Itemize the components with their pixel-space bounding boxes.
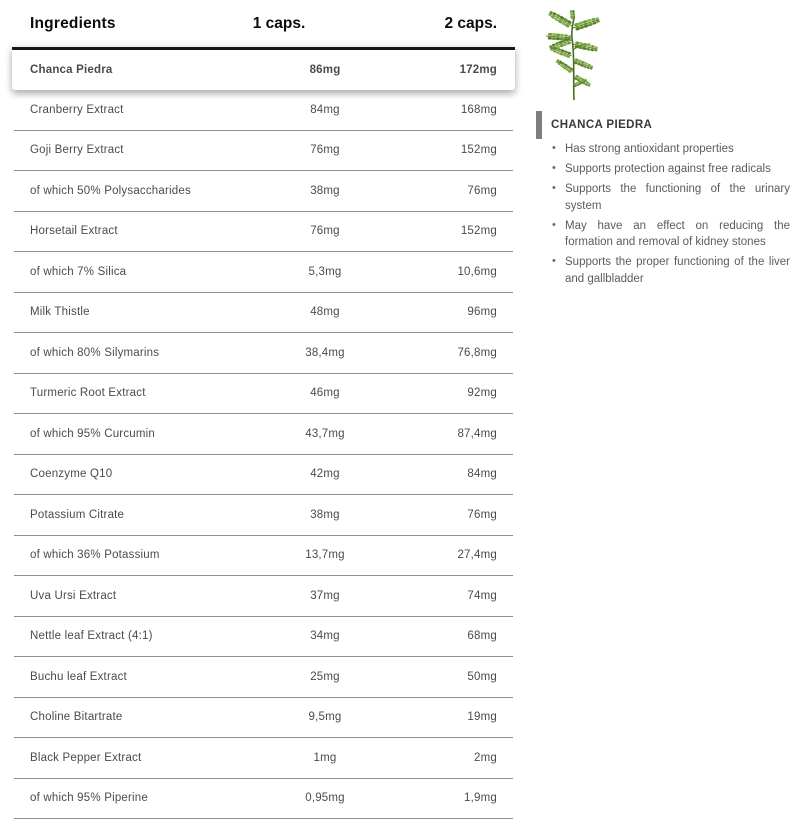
table-row [14, 617, 513, 658]
benefit-text: Has strong antioxidant properties [565, 143, 734, 155]
sidebar-heading: CHANCA PIEDRA [551, 119, 653, 131]
ingredient-name: Coenzyme Q10 [30, 468, 113, 481]
table-row [14, 252, 513, 293]
ingredient-name: Horsetail Extract [30, 225, 118, 238]
benefit-item [551, 141, 790, 158]
value-1caps: 38,4mg [305, 346, 345, 359]
ingredient-name: Choline Bitartrate [30, 711, 123, 724]
table-row [14, 212, 513, 253]
bullet-icon: • [552, 142, 556, 154]
value-2caps: 152mg [460, 225, 497, 238]
value-2caps: 74mg [467, 589, 497, 602]
table-rows [14, 90, 513, 819]
benefit-item [551, 161, 790, 178]
heading-accent-bar [536, 111, 542, 139]
value-1caps: 84mg [310, 103, 340, 116]
value-2caps: 92mg [467, 387, 497, 400]
ingredient-name: Black Pepper Extract [30, 751, 142, 764]
value-1caps: 1mg [313, 751, 337, 764]
value-1caps: 43,7mg [305, 427, 345, 440]
ingredient-name: Turmeric Root Extract [30, 387, 146, 400]
ingredient-name: Cranberry Extract [30, 103, 124, 116]
ingredient-name: Buchu leaf Extract [30, 670, 127, 683]
ingredient-name: Uva Ursi Extract [30, 589, 117, 602]
value-2caps: 76mg [467, 184, 497, 197]
value-1caps: 34mg [310, 630, 340, 643]
benefits-list [551, 141, 790, 291]
table-row [14, 536, 513, 577]
table-row [14, 414, 513, 455]
value-1caps: 25mg [310, 670, 340, 683]
chanca-piedra-plant-icon [540, 10, 610, 102]
value-2caps: 87,4mg [457, 427, 497, 440]
ingredient-name: of which 36% Potassium [30, 549, 160, 562]
table-row [14, 455, 513, 496]
value-1caps: 9,5mg [308, 711, 342, 724]
table-row [14, 495, 513, 536]
table-row [14, 374, 513, 415]
benefit-text: Supports the functioning of the urinary system [565, 183, 790, 212]
table-row [14, 171, 513, 212]
highlighted-row-chanca-piedra [12, 47, 515, 90]
ingredient-name: Chanca Piedra [30, 64, 113, 76]
ingredient-name: Nettle leaf Extract (4:1) [30, 630, 153, 643]
value-2caps: 84mg [467, 468, 497, 481]
value-1caps: 5,3mg [308, 265, 342, 278]
table-row [14, 576, 513, 617]
benefit-item [551, 218, 790, 251]
table-row [14, 90, 513, 131]
ingredient-name: of which 95% Piperine [30, 792, 148, 805]
table-row [14, 131, 513, 172]
value-1caps: 46mg [310, 387, 340, 400]
value-1caps: 76mg [310, 144, 340, 157]
ingredient-name: Goji Berry Extract [30, 144, 124, 157]
table-row [14, 657, 513, 698]
header-2caps: 2 caps. [444, 14, 497, 32]
benefit-item [551, 181, 790, 214]
value-1caps: 42mg [310, 468, 340, 481]
header-ingredients: Ingredients [30, 14, 116, 32]
table-row [14, 698, 513, 739]
benefit-item [551, 254, 790, 287]
value-2caps: 19mg [467, 711, 497, 724]
table-row [14, 293, 513, 334]
bullet-icon: • [552, 162, 556, 174]
value-2caps: 168mg [460, 103, 497, 116]
table-row [14, 333, 513, 374]
value-2caps: 1,9mg [464, 792, 497, 805]
value-2caps: 96mg [467, 306, 497, 319]
value-1caps: 0,95mg [305, 792, 345, 805]
sidebar-heading-block [536, 111, 652, 139]
value-2caps: 68mg [467, 630, 497, 643]
value-2caps: 2mg [474, 751, 497, 764]
table-row [14, 779, 513, 820]
value-1caps: 86mg [309, 64, 341, 76]
value-1caps: 48mg [310, 306, 340, 319]
value-1caps: 38mg [310, 184, 340, 197]
ingredient-name: of which 80% Silymarins [30, 346, 160, 359]
value-1caps: 38mg [310, 508, 340, 521]
ingredient-name: Milk Thistle [30, 306, 90, 319]
value-1caps: 76mg [310, 225, 340, 238]
table-row [14, 738, 513, 779]
table-header-row [14, 0, 513, 47]
ingredient-name: of which 95% Curcumin [30, 427, 156, 440]
value-2caps: 50mg [467, 670, 497, 683]
benefit-text: May have an effect on reducing the formation and removal of kidney stones [565, 219, 790, 248]
ingredient-name: of which 7% Silica [30, 265, 127, 278]
value-2caps: 27,4mg [457, 549, 497, 562]
value-2caps: 172mg [459, 64, 497, 76]
value-1caps: 13,7mg [305, 549, 345, 562]
bullet-icon: • [552, 218, 556, 231]
header-1caps: 1 caps. [252, 14, 306, 32]
bullet-icon: • [552, 182, 556, 194]
value-2caps: 76,8mg [457, 346, 497, 359]
ingredients-table [14, 0, 513, 819]
value-2caps: 152mg [460, 144, 497, 157]
benefit-text: Supports protection against free radicals [565, 163, 771, 175]
ingredient-name: Potassium Citrate [30, 508, 125, 521]
ingredient-name: of which 50% Polysaccharides [30, 184, 191, 197]
benefit-text: Supports the proper functioning of the liver and gallbladder [565, 256, 790, 285]
value-1caps: 37mg [310, 589, 340, 602]
value-2caps: 76mg [467, 508, 497, 521]
bullet-icon: • [552, 255, 556, 267]
value-2caps: 10,6mg [457, 265, 497, 278]
